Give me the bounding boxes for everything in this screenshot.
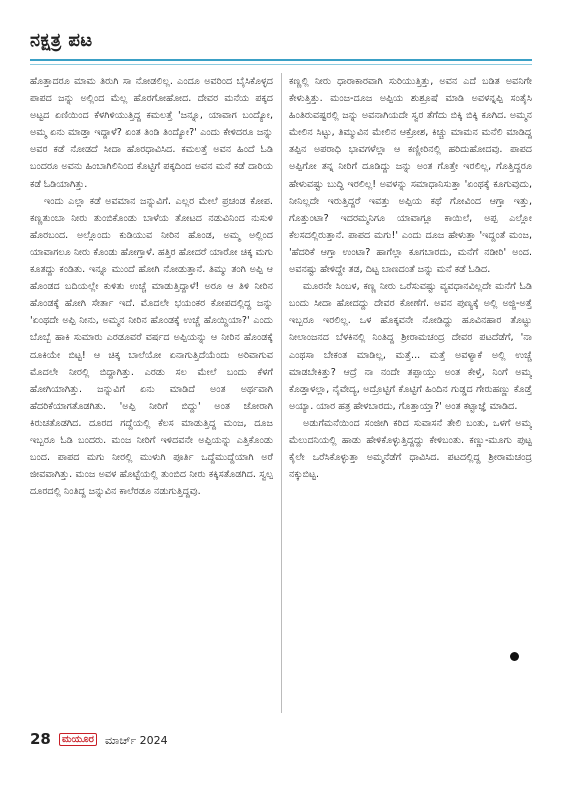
section-header	[30, 30, 532, 70]
header-rule	[30, 59, 532, 61]
issue-date: ಮಾರ್ಚ್ 2024	[105, 734, 168, 747]
column-divider	[281, 73, 282, 713]
left-column	[30, 73, 273, 713]
header-rule-thin	[30, 64, 532, 65]
paragraph: ಮೂರನೇ ಸಿಂಬಳ, ಕಣ್ಣ ನೀರು ಒರೆಸುವಷ್ಟು ವ್ಯವಧಾನವಿಲ್ಲದೇ ಮನೆಗೆ ಓಡಿ ಬಂದು ಸೀದಾ ಹೋದದ್ದು ದೇವರ ಕೋಣೆಗೆ. ಅವನ ಪುಣ್ಯಕ್ಕೆ ಅಲ್ಲಿ ಅಜ್ಜಿ-ಅತ್ತೆ ಇಬ್ಬರೂ ಇರಲಿಲ್ಲ. ಒಳ ಹೊಕ್ಕವನೇ ನೋಡಿದ್ದು ಹೂವಿನಹಾರ ತೊಟ್ಟು ನೀಲಾಂಜನದ ಬೆಳಕಿನಲ್ಲಿ ನಿಂತಿದ್ದ ಶ್ರೀರಾಮಚಂದ್ರ ದೇವರ ಪಟದೆಡೆಗೆ, 'ನಾ ಎಂಥಸಾ ಬೇಕಂತ ಮಾಡಿಲ್ಲ, ಮತ್ತೆ... ಮತ್ತೆ ಅವಳ್ಯಾಕೆ ಅಲ್ಲಿ ಉಚ್ಚೆ ಮಾಡಬೇಕಿತ್ತು? ಆದ್ರೆ ನಾ ನಂದೇ ತಪ್ಪಾಯ್ತು ಅಂತ ಕೇಳ್ತೆ, ನಿಂಗೆ ಅಮ್ಮ ಕೊಡ್ತಾಳಲ್ಲಾ, ನೈವೇದ್ಯ, ಅದ್ರೊಟ್ಟಿಗೆ ಕೊಟ್ಟಿಗೆ ಹಿಂದಿನ ಗುಡ್ಡದ ಗೇರುಹಣ್ಣು ಕೊಡ್ತೆ ಅಯ್ಯಾ. ಯಾರ ಹತ್ರ ಹೇಳಬಾರದು, ಗೊತ್ತಾಯ್ತಾ?' ಅಂತ ಕಟ್ಟಾಜ್ಞೆ ಮಾಡಿದ.	[289, 281, 532, 412]
paragraph: ಅಡುಗೆಮನೆಯಿಂದ ಸಂಜೀಗಿ ಕರಿದ ಸುವಾಸನೆ ತೇಲಿ ಬಂತು, ಒಳಗೆ ಅಮ್ಮ ಮೆಲುದನಿಯಲ್ಲಿ ಹಾಡು ಹೇಳಿಕೊಳ್ಳುತ್ತಿದ್ದದ್ದು ಕೇಳಿಬಂತು. ಕಣ್ಣು-ಮೂಗು ಪುಟ್ಟ ಕೈಲೇ ಒರೆಸಿಕೊಳ್ಳುತ್ತಾ ಅಮ್ಮನೆಡೆಗೆ ಧಾವಿಸಿದ. ಪಟದಲ್ಲಿದ್ದ ಶ್ರೀರಾಮಚಂದ್ರ ನಕ್ಕುಬಿಟ್ಟ.	[289, 417, 532, 481]
paragraph: ಹೊತ್ತಾದರೂ ಮಾಮ ತಿರುಗಿ ಸಾ ನೋಡಲಿಲ್ಲ. ಎಂದೂ ಅವರಿಂದ ಬೈಸಿಕೊಳ್ಳದ ಪಾಪದ ಜನ್ನು ಅಲ್ಲಿಂದ ಮೆಲ್ಲ ಹೊರಗೋಹೋದ. ದೇವರ ಮನೆಯ ಪಕ್ಕದ ಅಟ್ಟದ ಏಣಿಯಿಂದ ಕೆಳಗಿಳಿಯುತ್ತಿದ್ದ ಕಮಲತ್ತೆ 'ಜನ್ನೂ, ಯಾವಾಗ ಬಂದ್ಯೋ, ಅಮ್ಮ ಏನು ಮಾಡ್ತಾ ಇದ್ದಾಳೆ? ಏಂತ ತಿಂಡಿ ತಿಂದ್ಯೋ?' ಎಂದು ಕೇಳಿದರೂ ಜನ್ನು ಅವರ ಕಡೆ ನೋಡದೆ ಸೀದಾ ಹೊರಧಾವಿಸಿದ. ಕಮಲತ್ತೆ ಅವನ ಹಿಂದೆ ಓಡಿ ಬಂದರೂ ಅವನು ಹಿಂಬಾಗಿಲಿನಿಂದ ಕೊಟ್ಟಿಗೆ ಪಕ್ಕದಿಂದ ಅವನ ಮನೆ ಕಡೆ ದಾರಿಯ ಕಡೆ ಓಡಿಯಾಗಿತ್ತು.	[30, 76, 273, 190]
section-title: ನಕ್ಷತ್ರ ಪಟ	[30, 30, 93, 51]
page-footer	[30, 730, 230, 750]
paragraph: ಕಣ್ಣಲ್ಲಿ ನೀರು ಧಾರಾಕಾರವಾಗಿ ಸುರಿಯುತ್ತಿತ್ತು, ಅವನ ಎದೆ ಬಡಿತ ಅವನಿಗೇ ಕೇಳುತ್ತಿತ್ತು. ಮಂಜ-ದೂಜ ಅಪ್ಪಿಯ ಶುಶ್ರೂಷೆ ಮಾಡಿ ಅವಳನ್ನಪ್ಪಿ ಸಂತೈಸಿ ಹಿಂತಿರುವಷ್ಟರಲ್ಲಿ ಜನ್ನು ಅವನಾಗಿಯದೇ ಸ್ವರ ತೆಗೆದು ಬಿಕ್ಕಿ ಬಿಕ್ಕಿ ಕೂಗಿದ. ಅಮ್ಮನ ಮೇಲಿನ ಸಿಟ್ಟು, ತಿಮ್ಮುವಿನ ಮೇಲಿನ ಆಕ್ರೋಶ, ಕಿಚ್ಚು ಮಾಮನ ಮನೆಲಿ ಮಾಡಿದ್ದ ತಪ್ಪಿನ ಅಪರಾಧಿ ಭಾವಗಳೆಲ್ಲಾ ಆ ಕಣ್ಣೀರಿನಲ್ಲಿ ಹರಿದುಹೋದವು. ಪಾಪದ ಅಪ್ಪಿಗೋ ತನ್ನ ನೀರಿಗೆ ದೂಡಿದ್ದು ಜನ್ನು ಅಂತ ಗೊತ್ತೇ ಇರಲಿಲ್ಲ, ಗೊತ್ತಿದ್ದರೂ ಹೇಳುವಷ್ಟು ಬುದ್ಧಿ ಇರಲಿಲ್ಲ! ಅವಳನ್ನು ಸಮಾಧಾನಿಸುತ್ತಾ 'ಏಂಥಕ್ಕೆ ಕೂಗುವುದು, ನೀನಿಲ್ಲದೇ ಇರುತ್ತಿದ್ದರೆ ಇವತ್ತು ಅಪ್ಪಿಯ ಕಥೆ ಗೋವಿಂದ ಆಗ್ತಾ ಇತ್ತು, ಗೊತ್ತುಂಟಾ? ಇದರಮ್ಮನಿಗೂ ಯಾವಾಗ್ಲೂ ಕಾಯಿಲೆ, ಅಪ್ಪ ಎಲ್ಲೋ ಕೆಲಸದಲ್ಲಿರುತ್ತಾನೆ. ಪಾಪದ ಮಗು!' ಎಂದು ದೂಜ ಹೇಳುತ್ತಾ 'ಇದ್ದಂತೆ ಮಂಜ, 'ಹೆದರಿಕೆ ಆಗ್ತಾ ಉಂಟಾ? ಹಾಗೆಲ್ಲಾ ಕೂಗಬಾರದು, ಮನೆಗೆ ನಡೀರಿ' ಅಂದ. ಅವನಷ್ಟು ಹೇಳಿದ್ದೇ ತಡ, ದಿಟ್ಟ ಬಾಣದಂತೆ ಜನ್ನು ಮನೆ ಕಡೆ ಓಡಿದ.	[289, 76, 532, 276]
end-of-story-dot-icon	[510, 652, 519, 661]
article-body	[30, 73, 532, 713]
right-column	[289, 73, 532, 713]
page-number: 28	[30, 730, 51, 748]
magazine-logo: ಮಯೂರ	[59, 733, 97, 746]
paragraph: ಇಂದು ಎಲ್ಲಾ ಕಡೆ ಅವಮಾನ ಜನ್ನುವಿಗೆ. ಎಲ್ಲರ ಮೇಲೆ ಪ್ರಚಂಡ ಕೋಪ. ಕಣ್ಣತುಂಬಾ ನೀರು ತುಂಬಿಕೊಂಡು ಬಾಳೆಯ ತೋಟದ ನಡುವಿನಿಂದ ನುಸುಳಿ ಹೊರಬಂದ. ಅಲ್ಲೊಂದು ಕುಡಿಯುವ ನೀರಿನ ಹೊಂಡ, ಅಮ್ಮ ಅಲ್ಲಿಂದ ಯಾವಾಗಲೂ ನೀರು ಕೊಂಡು ಹೋಗ್ತಾಳೆ. ಹತ್ತಿರ ಹೋದರೆ ಯಾರೋ ಚಿಕ್ಕ ಮಗು ಕೂತದ್ದು ಕಂಡಿತು. ಇನ್ನೂ ಮುಂದೆ ಹೋಗಿ ನೋಡುತ್ತಾನೆ. ತಿಮ್ಮು ತಂಗಿ ಅಪ್ಪಿ ಆ ಹೊಂಡದ ಬದಿಯಲ್ಲೇ ಕುಳಿತು ಉಚ್ಚೆ ಮಾಡುತ್ತಿದ್ದಾಳೆ! ಅರೂ ಆ ತಿಳಿ ನೀರಿನ ಹೊಂಡಕ್ಕೆ ಹೋಗಿ ಸೇರ್ತಾ ಇದೆ. ಮೊದಲೇ ಭಯಂಕರ ಕೋಪದಲ್ಲಿದ್ದ ಜನ್ನು 'ಏಂಥದೇ ಅಪ್ಪಿ ನೀನು, ಅಮ್ಮನ ನೀರಿನ ಹೊಂಡಕ್ಕೆ ಉಚ್ಚೆ ಹೊಯ್ದಿಯಾ?' ಎಂದು ಬೊಬ್ಬೆ ಹಾಕಿ ಸುಮಾರು ಎರಡೂವರೆ ವರ್ಷದ ಅಪ್ಪಿಯನ್ನು ಆ ನೀರಿನ ಹೊಂಡಕ್ಕೆ ದೂಕಿಯೇ ಬಿಟ್ಟ! ಆ ಚಿಕ್ಕ ಬಾಲೆಯೋ ಏನಾಗುತ್ತಿದೆಯೆಂದು ಅರಿವಾಗುವ ಮೊದಲೇ ನೀರಲ್ಲಿ ಬಿದ್ದಾಗಿತ್ತು. ಎರಡು ಸಲ ಮೇಲೆ ಬಂದು ಕೆಳಗೆ ಹೋಗಿಯಾಗಿತ್ತು. ಜನ್ನುವಿಗೆ ಏನು ಮಾಡಿದೆ ಅಂತ ಅರ್ಥವಾಗಿ ಹೆದರಿಕೆಯಾಗತೊಡಗಿತು. 'ಅಪ್ಪಿ ನೀರಿಗೆ ಬಿದ್ದು' ಅಂತ ಜೋರಾಗಿ ಕಿರುಚತೊಡಗಿದ. ದೂರದ ಗದ್ದೆಯಲ್ಲಿ ಕೆಲಸ ಮಾಡುತ್ತಿದ್ದ ಮಂಜ, ದೂಜ ಇಬ್ಬರೂ ಓಡಿ ಬಂದರು. ಮಂಜ ನೀರಿಗೆ ಇಳಿದವನೇ ಅಪ್ಪಿಯನ್ನು ಎತ್ತಿಕೊಂಡು ಬಂದ. ಪಾಪದ ಮಗು ನೀರಲ್ಲಿ ಮುಳುಗಿ ಪೂರ್ತಿ ಒದ್ದೆಮುದ್ದೆಯಾಗಿ ಅರೆ ಜೀವವಾಗಿತ್ತು. ಮಂಜ ಅವಳ ಹೊಟ್ಟೆಯಲ್ಲಿ ತುಂಬಿದ ನೀರು ಕಕ್ಕಿಸತೊಡಗಿದ. ಸ್ವಲ್ಪ ದೂರದಲ್ಲಿ ನಿಂತಿದ್ದ ಜನ್ನುವಿನ ಕಾಲೆರಡೂ ನಡುಗುತ್ತಿದ್ದವು.	[30, 195, 273, 498]
